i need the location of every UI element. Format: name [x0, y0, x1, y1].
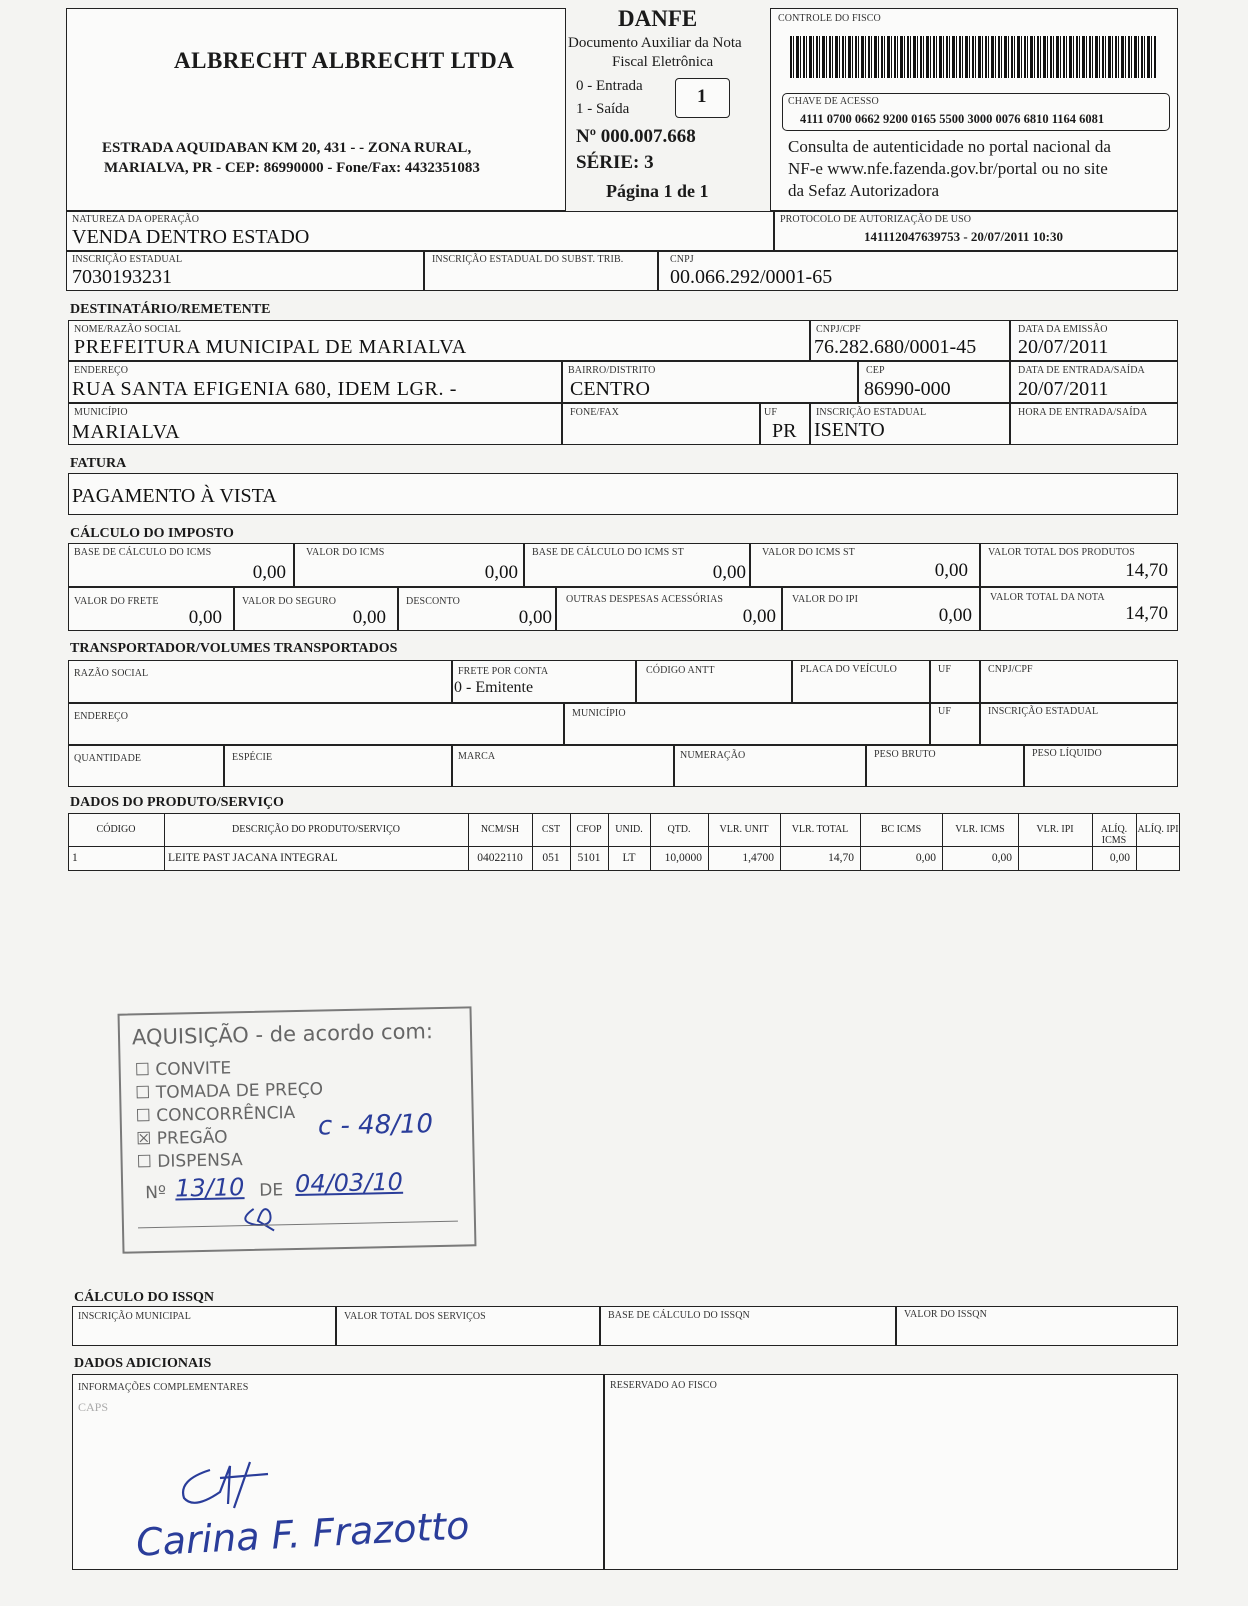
transp-razao-label: RAZÃO SOCIAL: [74, 668, 149, 679]
produtos-header-cst: CST: [541, 824, 561, 835]
produtos-header-aliq-icms: ALÍQ. ICMS: [1100, 824, 1128, 846]
dest-ie-label: INSCRIÇÃO ESTADUAL: [816, 407, 927, 418]
produtos-header-vlr-ipi: VLR. IPI: [1036, 824, 1074, 835]
dest-entrada-value: 20/07/2011: [1018, 378, 1109, 400]
frete-label: VALOR DO FRETE: [74, 596, 159, 607]
transp-municipio-label: MUNICÍPIO: [572, 708, 626, 719]
icms-st-value: 0,00: [934, 560, 968, 581]
stamp-opt-convite: ☐ CONVITE: [134, 1058, 232, 1081]
dest-endereco-label: ENDEREÇO: [74, 365, 129, 376]
dest-cep-value: 86990-000: [864, 378, 951, 400]
transp-bruto-label: PESO BRUTO: [874, 749, 936, 760]
natureza-value: VENDA DENTRO ESTADO: [72, 226, 310, 248]
cnpj-value: 00.066.292/0001-65: [670, 266, 833, 288]
total-nota-value: 14,70: [1125, 603, 1168, 624]
produtos-header-vlr-total: VLR. TOTAL: [791, 824, 849, 835]
stamp-title: AQUISIÇÃO - de acordo com:: [131, 1019, 434, 1050]
issqn-im-label: INSCRIÇÃO MUNICIPAL: [78, 1311, 191, 1322]
ie-st-label: INSCRIÇÃO ESTADUAL DO SUBST. TRIB.: [432, 254, 624, 265]
dest-municipio-label: MUNICÍPIO: [74, 407, 128, 418]
chave-acesso: 4111 0700 0662 9200 0165 5500 3000 0076 6810 1164 6081: [800, 112, 1105, 126]
bc-icms-value: 0,00: [252, 562, 286, 583]
transp-marca-label: MARCA: [458, 751, 496, 762]
bc-st-value: 0,00: [712, 562, 746, 583]
frete-value: 0,00: [188, 607, 222, 628]
bc-icms-label: BASE DE CÁLCULO DO ICMS: [74, 547, 212, 558]
total-prod-value: 14,70: [1125, 560, 1168, 581]
stamp-opt-tomada-label: TOMADA DE PREÇO: [155, 1079, 324, 1103]
produtos-cell-aliq-icms: 0,00: [1109, 852, 1130, 864]
dest-fone-label: FONE/FAX: [570, 407, 619, 418]
danfe-subtitle-1: Documento Auxiliar da Nota: [568, 35, 742, 51]
danfe-subtitle-2: Fiscal Eletrônica: [612, 54, 714, 70]
issqn-section: CÁLCULO DO ISSQN: [74, 1290, 215, 1305]
danfe-serie: SÉRIE: 3: [576, 152, 654, 173]
produtos-cell-descricao: LEITE PAST JACANA INTEGRAL: [168, 852, 338, 864]
reservado-box: [604, 1374, 1178, 1570]
produtos-col-divider: [164, 813, 165, 871]
transp-endereco-box: [68, 703, 564, 745]
transp-endereco-label: ENDEREÇO: [74, 711, 129, 722]
emitente-endereco-1: ESTRADA AQUIDABAN KM 20, 431 - - ZONA RURAL,: [102, 140, 472, 156]
danfe-tipo: 1: [697, 86, 707, 107]
produtos-cell-vlr-icms: 0,00: [991, 852, 1012, 864]
stamp-numero: 13/10: [174, 1173, 245, 1203]
issqn-total-label: VALOR TOTAL DOS SERVIÇOS: [344, 1311, 486, 1322]
rubrica-icon: [170, 1458, 280, 1518]
outras-label: OUTRAS DESPESAS ACESSÓRIAS: [566, 594, 724, 605]
stamp-ref: c - 48/10: [317, 1109, 434, 1142]
chave-label: CHAVE DE ACESSO: [788, 96, 879, 107]
natureza-label: NATUREZA DA OPERAÇÃO: [72, 214, 200, 225]
dest-hora-label: HORA DE ENTRADA/SAÍDA: [1018, 407, 1148, 418]
consulta-1: Consulta de autenticidade no portal nacional da: [788, 137, 1111, 156]
consulta-2: NF-e www.nfe.fazenda.gov.br/portal ou no site: [788, 159, 1108, 178]
barcode: [790, 36, 1156, 78]
stamp-rubrica-icon: [234, 1202, 295, 1235]
transp-uf2-label: UF: [938, 706, 951, 717]
emitente-nome: ALBRECHT ALBRECHT LTDA: [174, 48, 515, 73]
destinatario-section: DESTINATÁRIO/REMETENTE: [70, 302, 271, 317]
transp-cnpj-label: CNPJ/CPF: [988, 664, 1033, 675]
controle-fisco-label: CONTROLE DO FISCO: [778, 13, 881, 24]
produtos-cell-vlr-unit: 1,4700: [742, 852, 774, 864]
transp-quantidade-box: [68, 745, 224, 787]
outras-value: 0,00: [742, 606, 776, 627]
imposto-section: CÁLCULO DO IMPOSTO: [70, 526, 234, 541]
produtos-header-cfop: CFOP: [576, 824, 602, 835]
reservado-label: RESERVADO AO FISCO: [610, 1380, 717, 1391]
transp-antt-label: CÓDIGO ANTT: [646, 665, 715, 676]
transportador-section: TRANSPORTADOR/VOLUMES TRANSPORTADOS: [70, 641, 398, 656]
dest-bairro-label: BAIRRO/DISTRITO: [568, 365, 656, 376]
produtos-header-aliq-ipi: ALÍQ. IPI: [1137, 824, 1179, 835]
assinatura: Carina F. Frazotto: [135, 1503, 471, 1565]
cnpj-label: CNPJ: [670, 254, 694, 265]
ipi-value: 0,00: [938, 605, 972, 626]
transp-frete-value: 0 - Emitente: [454, 679, 534, 696]
total-nota-label: VALOR TOTAL DA NOTA: [990, 592, 1105, 603]
dest-emissao-value: 20/07/2011: [1018, 336, 1109, 358]
consulta-3: da Sefaz Autorizadora: [788, 181, 940, 200]
stamp-opt-dispensa-label: DISPENSA: [157, 1150, 243, 1172]
stamp-opt-convite-label: CONVITE: [155, 1058, 232, 1080]
dest-municipio-value: MARIALVA: [72, 421, 181, 443]
produtos-header-unid: UNID.: [615, 824, 643, 835]
transp-liquido-label: PESO LÍQUIDO: [1032, 748, 1102, 759]
info-value: CAPS: [78, 1400, 109, 1414]
dest-entrada-label: DATA DE ENTRADA/SAÍDA: [1018, 365, 1145, 376]
issqn-base-label: BASE DE CÁLCULO DO ISSQN: [608, 1310, 750, 1321]
emitente-endereco-2: MARIALVA, PR - CEP: 86990000 - Fone/Fax: 4432351083: [104, 160, 480, 176]
stamp-data: 04/03/10: [294, 1167, 404, 1199]
produtos-header-vlr-icms: VLR. ICMS: [955, 824, 1005, 835]
produtos-header-bc-icms: BC ICMS: [880, 824, 922, 835]
produtos-cell-cst: 051: [542, 852, 560, 864]
protocolo-value: 141112047639753 - 20/07/2011 10:30: [864, 229, 1063, 244]
produtos-header-descricao: DESCRIÇÃO DO PRODUTO/SERVIÇO: [232, 824, 400, 835]
produtos-cell-bc-icms: 0,00: [915, 852, 936, 864]
ie-label: INSCRIÇÃO ESTADUAL: [72, 254, 183, 265]
danfe-numero: Nº 000.007.668: [576, 126, 696, 147]
ie-value: 7030193231: [72, 266, 172, 288]
transp-especie-label: ESPÉCIE: [232, 752, 273, 763]
fatura-section: FATURA: [70, 456, 127, 471]
stamp-opt-concorrencia-label: CONCORRÊNCIA: [156, 1103, 296, 1126]
produtos-cell-cfop: 5101: [577, 852, 601, 864]
desconto-value: 0,00: [518, 607, 552, 628]
stamp-de-label: DE: [259, 1180, 284, 1201]
transp-numeracao-label: NUMERAÇÃO: [680, 750, 746, 761]
danfe-entrada: 0 - Entrada: [576, 78, 643, 94]
aquisicao-stamp: [118, 1006, 477, 1253]
stamp-opt-dispensa: ☐ DISPENSA: [136, 1150, 243, 1173]
transp-razao-box: [68, 660, 452, 703]
danfe-saida: 1 - Saída: [576, 101, 630, 117]
icms-value: 0,00: [484, 562, 518, 583]
produtos-cell-vlr-total: 14,70: [828, 852, 854, 864]
danfe-pagina: Página 1 de 1: [606, 181, 709, 201]
emitente-box: [66, 8, 566, 211]
produtos-section: DADOS DO PRODUTO/SERVIÇO: [70, 795, 284, 810]
produtos-header-ncm: NCM/SH: [480, 824, 520, 835]
produtos-cell-qtd: 10,0000: [664, 852, 702, 864]
produtos-header-divider: [68, 846, 1180, 847]
dest-cep-label: CEP: [866, 365, 885, 376]
desconto-label: DESCONTO: [406, 596, 460, 607]
stamp-opt-concorrencia: ☐ CONCORRÊNCIA: [135, 1103, 296, 1127]
dest-uf-label: UF: [764, 407, 777, 418]
dest-endereco-value: RUA SANTA EFIGENIA 680, IDEM LGR. -: [72, 378, 457, 400]
dest-bairro-value: CENTRO: [570, 378, 650, 400]
dest-cnpj-label: CNPJ/CPF: [816, 324, 861, 335]
transp-placa-label: PLACA DO VEÍCULO: [800, 664, 897, 675]
produtos-cell-ncm: 04022110: [477, 852, 523, 864]
transp-uf-label: UF: [938, 664, 951, 675]
produtos-cell-unid: LT: [622, 852, 636, 864]
produtos-header-vlr-unit: VLR. UNIT: [719, 824, 769, 835]
dest-ie-value: ISENTO: [814, 419, 885, 441]
stamp-opt-pregao-label: PREGÃO: [156, 1127, 228, 1149]
total-prod-label: VALOR TOTAL DOS PRODUTOS: [988, 547, 1135, 558]
transp-quantidade-label: QUANTIDADE: [74, 753, 142, 764]
icms-label: VALOR DO ICMS: [306, 547, 385, 558]
seguro-label: VALOR DO SEGURO: [242, 596, 337, 607]
dest-cnpj-value: 76.282.680/0001-45: [814, 336, 977, 358]
danfe-title: DANFE: [618, 6, 698, 31]
info-label: INFORMAÇÕES COMPLEMENTARES: [78, 1382, 249, 1393]
bc-st-label: BASE DE CÁLCULO DO ICMS ST: [532, 547, 684, 558]
stamp-opt-pregao: ☒ PREGÃO: [135, 1127, 228, 1150]
transp-frete-label: FRETE POR CONTA: [458, 666, 549, 677]
stamp-signature-line: [138, 1221, 458, 1229]
produtos-header-qtd: QTD.: [667, 824, 691, 835]
produtos-col-divider: [1136, 813, 1137, 871]
transp-ie-label: INSCRIÇÃO ESTADUAL: [988, 706, 1099, 717]
stamp-numero-label: Nº: [145, 1182, 167, 1204]
dest-nome-label: NOME/RAZÃO SOCIAL: [74, 324, 181, 335]
produtos-cell-codigo: 1: [72, 852, 78, 864]
protocolo-label: PROTOCOLO DE AUTORIZAÇÃO DE USO: [780, 214, 972, 225]
dest-nome-value: PREFEITURA MUNICIPAL DE MARIALVA: [74, 336, 467, 358]
produtos-header-codigo: CÓDIGO: [96, 824, 136, 835]
dest-emissao-label: DATA DA EMISSÃO: [1018, 324, 1108, 335]
issqn-valor-label: VALOR DO ISSQN: [904, 1309, 987, 1320]
stamp-opt-tomada: ☐ TOMADA DE PREÇO: [134, 1079, 324, 1104]
adicionais-section: DADOS ADICIONAIS: [74, 1356, 212, 1371]
icms-st-label: VALOR DO ICMS ST: [762, 547, 855, 558]
fatura-value: PAGAMENTO À VISTA: [72, 485, 277, 507]
dest-uf-value: PR: [772, 420, 797, 442]
seguro-value: 0,00: [352, 607, 386, 628]
produtos-col-divider: [1018, 813, 1019, 871]
ipi-label: VALOR DO IPI: [792, 594, 859, 605]
